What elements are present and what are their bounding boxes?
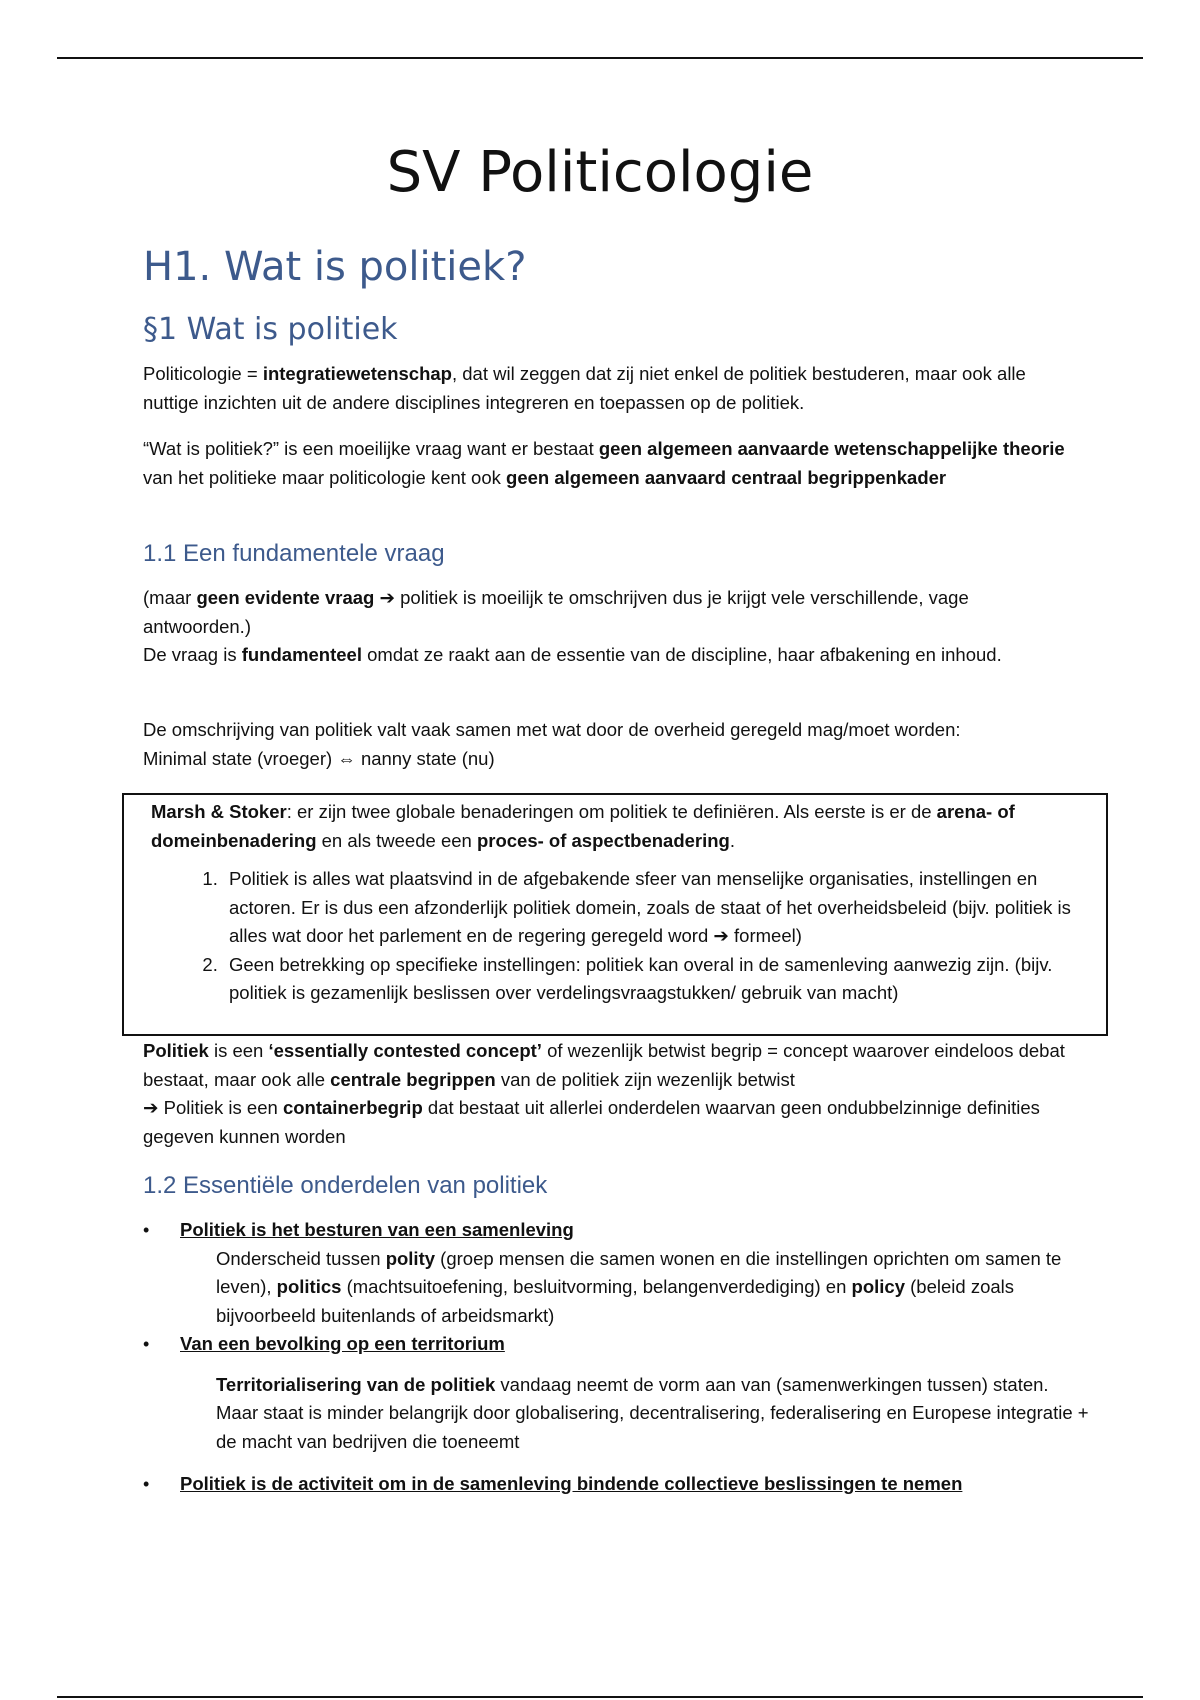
approach-list: [151, 865, 1096, 1008]
bottom-rule: [57, 1696, 1143, 1698]
subsection-heading-1-1: 1.1 Een fundamentele vraag: [143, 540, 445, 567]
list-item: • Politiek is de activiteit om in de samenleving bindende collectieve beslissingen te nemen: [143, 1470, 1093, 1499]
sub1-paragraph-1: (maar geen evidente vraag ➔ politiek is moeilijk te omschrijven dus je krijgt vele verschillende, vage antwoorden.) De vraag is fundamenteel omdat ze raakt aan de essentie van de discipline, haar afbakening en inhoud.: [143, 587, 1002, 665]
marsh-stoker-box: [122, 793, 1108, 1036]
arrow-icon: ➔: [374, 587, 401, 608]
list-item-body: Territorialisering van de politiek vandaag neemt de vorm aan van (samenwerkingen tussen) staten. Maar staat is minder belangrijk door globalisering, decentralisering, federalisering en Europese integratie + de macht van bedrijven die toeneemt: [216, 1373, 1089, 1452]
sub1-paragraph-2: De omschrijving van politiek valt vaak samen met wat door de overheid geregeld mag/moet worden: Minimal state (vroeger) ⇔ nanny state (nu): [143, 719, 961, 769]
box-lead: Marsh & Stoker: er zijn twee globale benaderingen om politiek te definiëren. Als eerste is er de arena- of domeinbenadering en als tweede een proces- of aspectbenadering.: [151, 801, 1015, 851]
bullet-icon: •: [143, 1334, 150, 1354]
approach-item-2: 2. Geen betrekking op specifieke instellingen: politiek kan overal in de samenleving aanwezig zijn. (bijv. politiek is gezamenlijk beslissen over verdelingsvraagstukken/ gebruik van macht): [223, 951, 1096, 1008]
subsection-heading-1-2: 1.2 Essentiële onderdelen van politiek: [143, 1172, 548, 1199]
top-rule: [57, 57, 1143, 59]
intro-paragraph-1: Politicologie = integratiewetenschap, dat wil zeggen dat zij niet enkel de politiek bestuderen, maar ook alle nuttige inzichten uit de andere disciplines integreren en toepassen op de politiek.: [143, 363, 1026, 413]
bullet-icon: •: [143, 1474, 150, 1494]
arrow-icon: ➔: [143, 1097, 159, 1118]
bullet-icon: •: [143, 1220, 150, 1240]
document-title: SV Politicologie: [386, 140, 814, 205]
essential-parts-list: [143, 1216, 1093, 1499]
approach-item-1: 1. Politiek is alles wat plaatsvind in de afgebakende sfeer van menselijke organisaties, instellingen en actoren. Er is dus een afzonderlijk politiek domein, zoals de staat of het overheidsbeleid (bijv. politiek is alles wat door het parlement en de regering geregeld word ➔ formeel): [223, 865, 1096, 951]
intro-paragraph-2: “Wat is politiek?” is een moeilijke vraag want er bestaat geen algemeen aanvaarde wetenschappelijke theorie van het politieke maar politicologie kent ook geen algemeen aanvaard centraal begrippenkader: [143, 438, 1065, 488]
list-item: • Politiek is het besturen van een samenleving Onderscheid tussen polity (groep mensen die samen wonen en die instellingen oprichten om samen te leven), politics (machtsuitoefening, besluitvorming, belangenverdediging) en policy (beleid zoals bijvoorbeeld buitenlands of arbeidsmarkt): [143, 1216, 1093, 1330]
chapter-heading: H1. Wat is politiek?: [143, 244, 527, 290]
contested-concept-paragraph: Politiek is een ‘essentially contested concept’ of wezenlijk betwist begrip = concept waarover eindeloos debat bestaat, maar ook alle centrale begrippen van de politiek zijn wezenlijk betwist ➔ Politiek is een containerbegrip dat bestaat uit allerlei onderdelen waarvan geen ondubbelzinnige definities gegeven kunnen worden: [143, 1040, 1065, 1147]
list-item-body: Onderscheid tussen polity (groep mensen die samen wonen en die instellingen oprichten om samen te leven), politics (machtsuitoefening, besluitvorming, belangenverdediging) en policy (beleid zoals bijvoorbeeld buitenlands of arbeidsmarkt): [216, 1247, 1062, 1326]
section-heading: §1 Wat is politiek: [143, 312, 398, 347]
arrow-icon: ➔: [713, 925, 729, 946]
list-item: • Van een bevolking op een territorium Territorialisering van de politiek vandaag neemt de vorm aan van (samenwerkingen tussen) staten. Maar staat is minder belangrijk door globalisering, decentralisering, federalisering en Europese integratie + de macht van bedrijven die toeneemt: [143, 1330, 1093, 1456]
